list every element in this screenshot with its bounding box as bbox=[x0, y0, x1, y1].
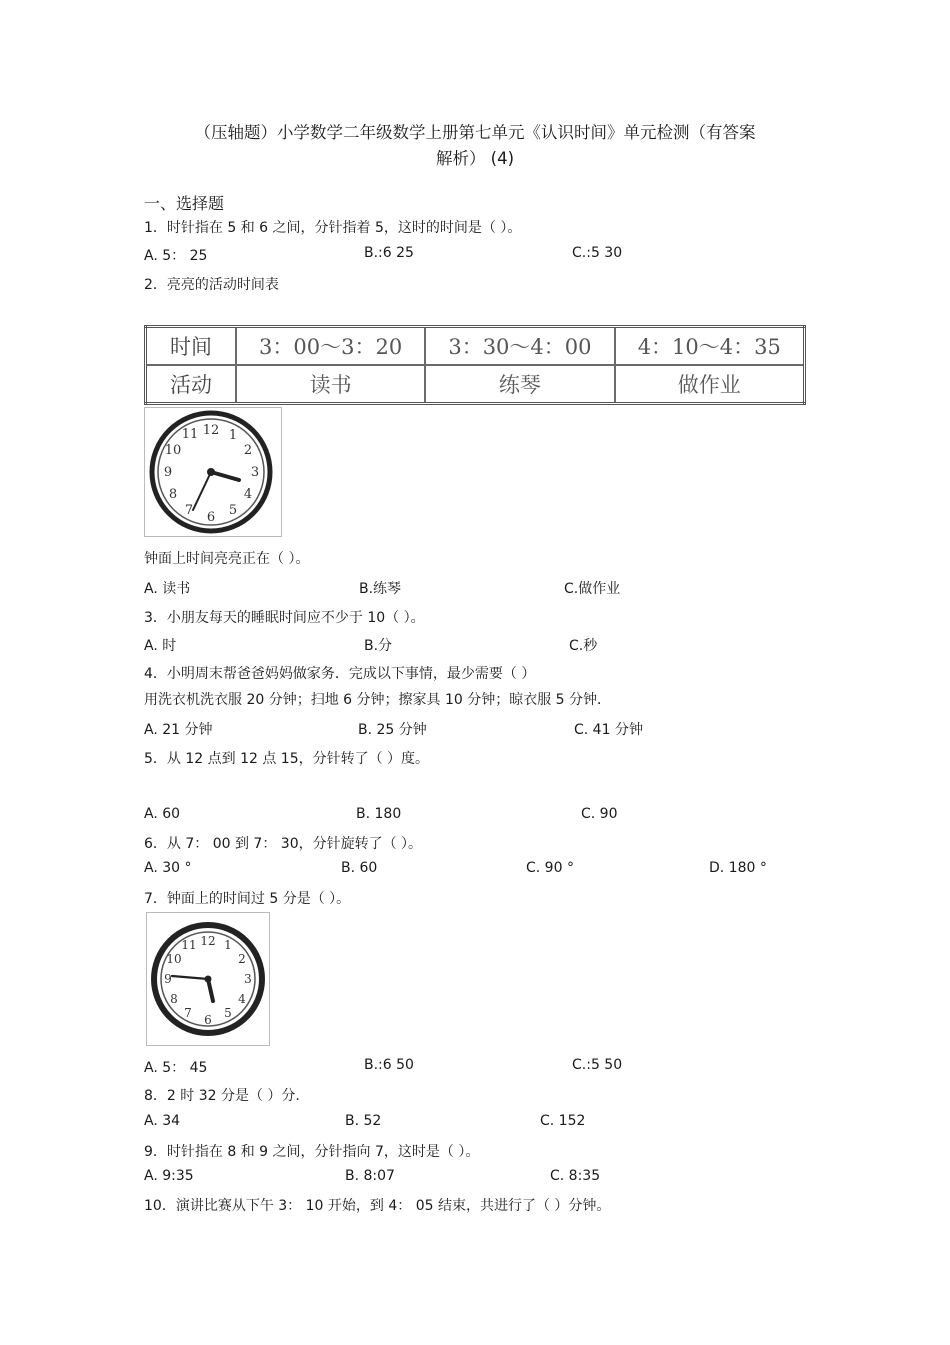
question-4: 4．小明周末帮爸爸妈妈做家务．完成以下事情，最少需要（ ） bbox=[144, 666, 536, 682]
doc-title-line2: 解析） (4) bbox=[435, 149, 515, 168]
q6-option-c: C. 90 ° bbox=[526, 860, 574, 876]
clock-image-q7 bbox=[146, 912, 270, 1046]
svg-text:6: 6 bbox=[206, 510, 216, 525]
svg-text:12: 12 bbox=[200, 934, 216, 948]
q4-option-c: C. 41 分钟 bbox=[574, 722, 643, 738]
svg-text:5: 5 bbox=[224, 1006, 232, 1020]
table-cell: 4：10～4：35 bbox=[615, 327, 805, 366]
clock-face-icon bbox=[145, 408, 281, 536]
table-cell: 3：00～3：20 bbox=[236, 327, 425, 366]
svg-text:9: 9 bbox=[163, 465, 173, 480]
svg-text:8: 8 bbox=[170, 992, 178, 1006]
table-cell: 活动 bbox=[146, 365, 237, 404]
section-heading: 一、选择题 bbox=[144, 194, 225, 213]
svg-text:1: 1 bbox=[224, 938, 232, 952]
q9-option-b: B. 8:07 bbox=[345, 1168, 395, 1184]
q7-option-c: C.:5 50 bbox=[572, 1057, 623, 1073]
svg-text:5: 5 bbox=[228, 503, 238, 518]
svg-text:2: 2 bbox=[243, 443, 253, 458]
question-10: 10．演讲比赛从下午 3： 10 开始，到 4： 05 结束，共进行了（ ）分钟。 bbox=[144, 1198, 611, 1214]
table-row bbox=[146, 327, 805, 366]
q6-option-b: B. 60 bbox=[341, 860, 378, 876]
question-1: 1．时针指在 5 和 6 之间，分针指着 5，这时的时间是（ ）。 bbox=[144, 220, 522, 236]
q4-option-b: B. 25 分钟 bbox=[358, 722, 427, 738]
question-8: 8．2 时 32 分是（ ）分. bbox=[144, 1088, 300, 1104]
schedule-table bbox=[144, 325, 806, 405]
q3-option-c: C.秒 bbox=[569, 638, 598, 654]
question-2: 2．亮亮的活动时间表 bbox=[144, 277, 279, 293]
question-6: 6．从 7： 00 到 7： 30，分针旋转了（ ）。 bbox=[144, 836, 423, 852]
doc-title-line1: （压轴题）小学数学二年级数学上册第七单元《认识时间》单元检测（有答案 bbox=[194, 123, 756, 142]
q1-option-b: B.:6 25 bbox=[364, 245, 414, 261]
q5-option-c: C. 90 bbox=[581, 806, 618, 822]
q8-option-a: A. 34 bbox=[144, 1113, 181, 1129]
q8-option-b: B. 52 bbox=[345, 1113, 382, 1129]
q9-option-c: C. 8:35 bbox=[550, 1168, 601, 1184]
svg-text:10: 10 bbox=[164, 443, 182, 458]
q1-option-a: A. 5： 25 bbox=[144, 248, 208, 264]
table-cell: 练琴 bbox=[425, 365, 614, 404]
table-cell: 时间 bbox=[146, 327, 237, 366]
question-3: 3．小朋友每天的睡眠时间应不少于 10（ ）。 bbox=[144, 610, 425, 626]
q6-option-d: D. 180 ° bbox=[709, 860, 767, 876]
svg-text:10: 10 bbox=[166, 952, 182, 966]
q5-option-a: A. 60 bbox=[144, 806, 181, 822]
q9-option-a: A. 9:35 bbox=[144, 1168, 194, 1184]
svg-text:9: 9 bbox=[164, 972, 172, 986]
table-cell: 做作业 bbox=[615, 365, 805, 404]
q4-option-a: A. 21 分钟 bbox=[144, 722, 213, 738]
table-cell: 3：30～4：00 bbox=[425, 327, 614, 366]
svg-text:3: 3 bbox=[244, 972, 252, 986]
q8-option-c: C. 152 bbox=[540, 1113, 586, 1129]
svg-text:11: 11 bbox=[181, 938, 197, 952]
table-row bbox=[146, 365, 805, 404]
svg-text:6: 6 bbox=[204, 1013, 212, 1027]
q7-option-b: B.:6 50 bbox=[364, 1057, 414, 1073]
svg-text:8: 8 bbox=[168, 487, 178, 502]
svg-text:7: 7 bbox=[184, 1006, 192, 1020]
svg-text:7: 7 bbox=[184, 503, 194, 518]
svg-text:12: 12 bbox=[202, 423, 220, 438]
question-7: 7．钟面上的时间过 5 分是（ ）。 bbox=[144, 891, 351, 907]
q2-option-a: A. 读书 bbox=[144, 581, 191, 597]
q5-option-b: B. 180 bbox=[356, 806, 402, 822]
svg-text:11: 11 bbox=[181, 427, 199, 442]
q2-option-b: B.练琴 bbox=[359, 581, 402, 597]
svg-text:4: 4 bbox=[243, 487, 253, 502]
q1-option-c: C.:5 30 bbox=[572, 245, 623, 261]
q6-option-a: A. 30 ° bbox=[144, 860, 192, 876]
table-cell: 读书 bbox=[236, 365, 425, 404]
q7-option-a: A. 5： 45 bbox=[144, 1060, 208, 1076]
svg-text:2: 2 bbox=[238, 952, 246, 966]
clock-face-icon bbox=[147, 913, 269, 1045]
question-9: 9．时针指在 8 和 9 之间，分针指向 7，这时是（ ）。 bbox=[144, 1144, 480, 1160]
q3-option-a: A. 时 bbox=[144, 638, 177, 654]
svg-text:1: 1 bbox=[228, 428, 238, 443]
question-5: 5．从 12 点到 12 点 15，分针转了（ ）度。 bbox=[144, 751, 430, 767]
q2-option-c: C.做作业 bbox=[564, 581, 621, 597]
svg-text:3: 3 bbox=[250, 465, 260, 480]
q3-option-b: B.分 bbox=[364, 638, 393, 654]
question-4-detail: 用洗衣机洗衣服 20 分钟；扫地 6 分钟；擦家具 10 分钟；晾衣服 5 分钟． bbox=[144, 692, 612, 708]
clock-image-q2 bbox=[144, 407, 282, 537]
svg-text:4: 4 bbox=[238, 992, 246, 1006]
question-2-prompt: 钟面上时间亮亮正在（ ）。 bbox=[144, 551, 310, 567]
